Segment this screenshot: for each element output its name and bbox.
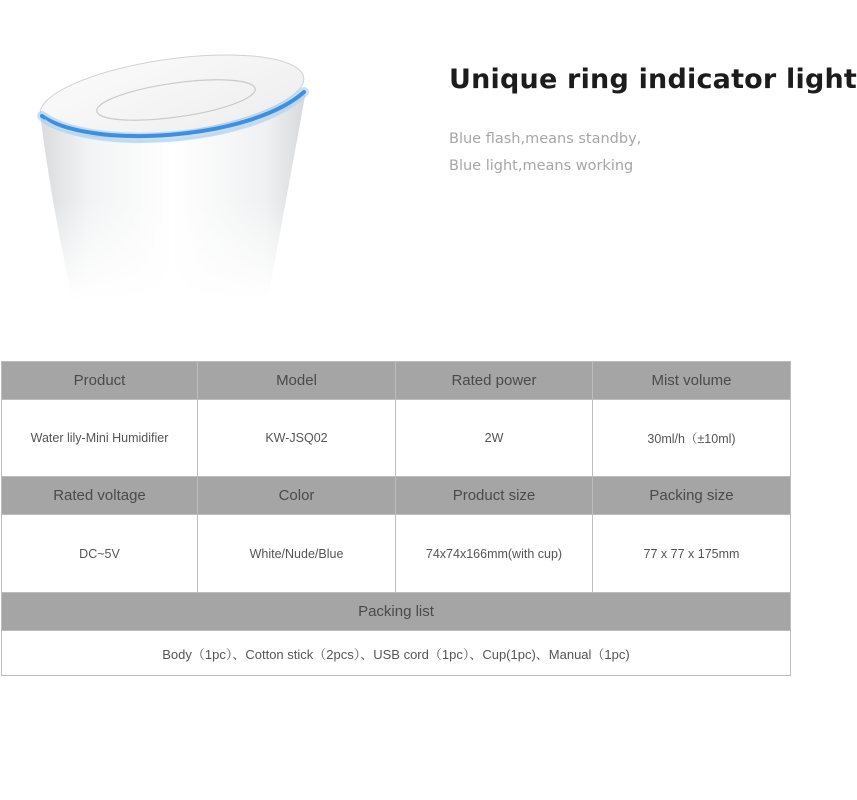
product-size-header: Product size xyxy=(396,477,593,515)
spec-value-row xyxy=(2,515,791,593)
packing-size-header: Packing size xyxy=(593,477,791,515)
rated-voltage-value: DC~5V xyxy=(2,515,198,593)
spec-table xyxy=(1,361,791,676)
packing-size-value: 77 x 77 x 175mm xyxy=(593,515,791,593)
packing-list-value: Body（1pc）、Cotton stick（2pcs）、USB cord（1pc）、Cup(1pc)、Manual（1pc) xyxy=(2,631,791,676)
product-size-value: 74x74x166mm(with cup) xyxy=(396,515,593,593)
packing-list-header: Packing list xyxy=(2,593,791,631)
color-header: Color xyxy=(198,477,396,515)
mist-volume-header: Mist volume xyxy=(593,362,791,400)
working-description: Blue light,means working xyxy=(449,158,634,174)
model-value: KW-JSQ02 xyxy=(198,400,396,477)
humidifier-image xyxy=(0,0,340,300)
product-header: Product xyxy=(2,362,198,400)
feature-title: Unique ring indicator light xyxy=(449,64,857,95)
mist-volume-value: 30ml/h（±10ml) xyxy=(593,400,791,477)
rated-voltage-header: Rated voltage xyxy=(2,477,198,515)
color-value: White/Nude/Blue xyxy=(198,515,396,593)
product-value: Water lily-Mini Humidifier xyxy=(2,400,198,477)
packing-header-row xyxy=(2,593,791,631)
spec-value-row xyxy=(2,400,791,477)
rated-power-value: 2W xyxy=(396,400,593,477)
spec-header-row xyxy=(2,362,791,400)
standby-description: Blue flash,means standby, xyxy=(449,131,642,147)
packing-value-row xyxy=(2,631,791,676)
model-header: Model xyxy=(198,362,396,400)
spec-header-row xyxy=(2,477,791,515)
feature-description xyxy=(449,126,641,180)
rated-power-header: Rated power xyxy=(396,362,593,400)
